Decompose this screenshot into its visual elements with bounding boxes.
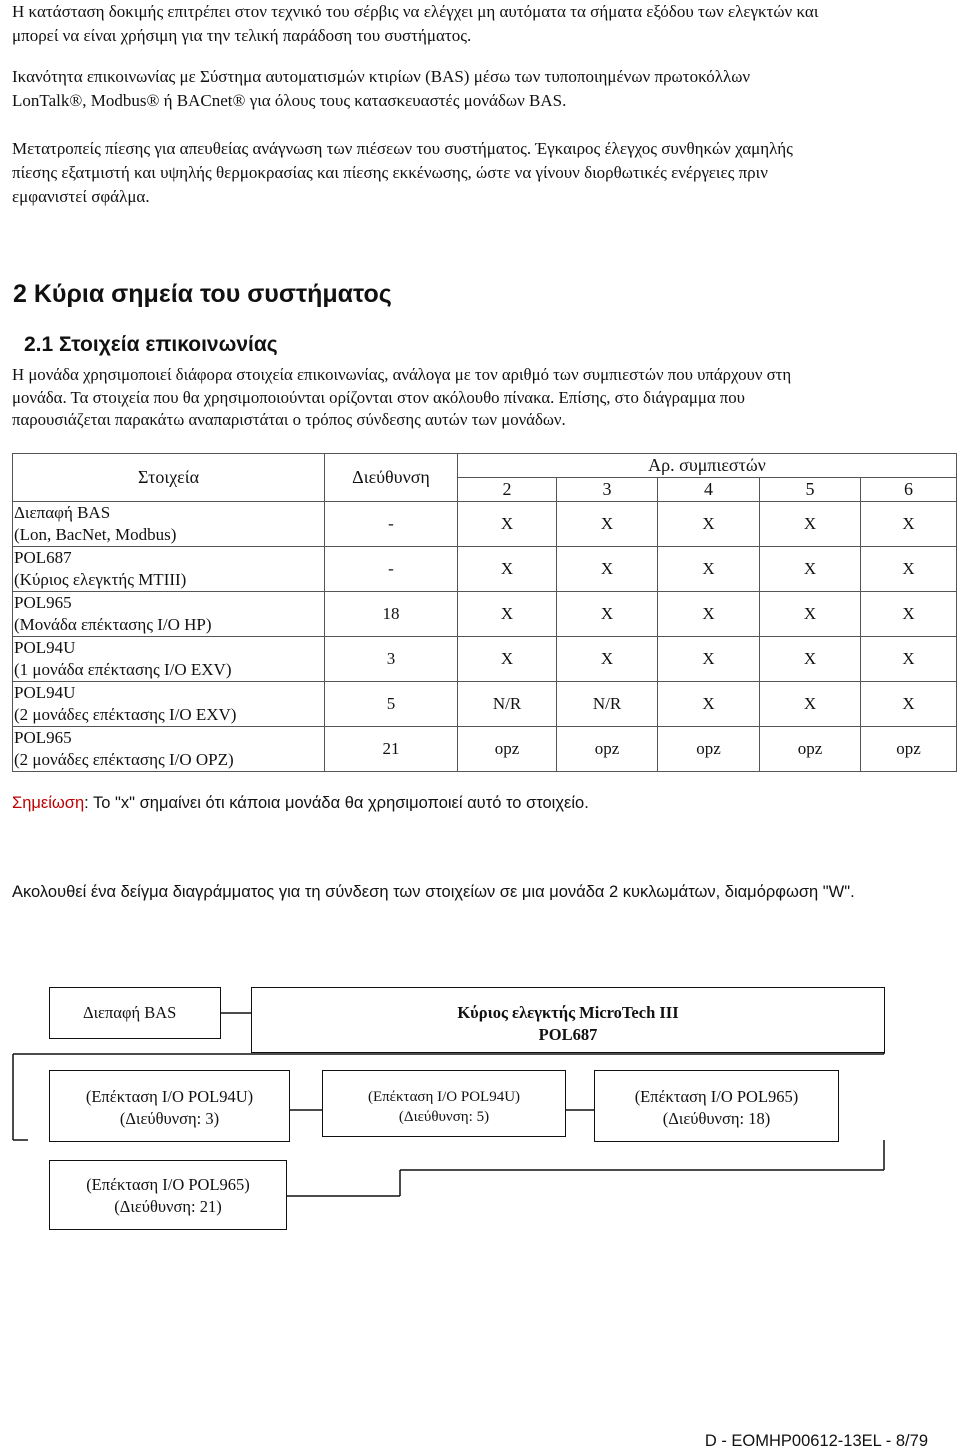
text-line: μπορεί να είναι χρήσιμη για την τελική παράδοση του συστήματος.: [12, 26, 472, 45]
value-cell: X: [760, 637, 861, 682]
element-description: (2 μονάδες επέκτασης I/O OPZ): [14, 750, 234, 769]
value-cell: N/R: [458, 682, 557, 727]
address-cell: -: [325, 502, 458, 547]
header-address: Διεύθυνση: [325, 454, 458, 502]
address-cell: 3: [325, 637, 458, 682]
element-description: (Lon, BacNet, Modbus): [14, 525, 177, 544]
value-cell: X: [658, 592, 760, 637]
value-cell: opz: [458, 727, 557, 772]
value-cell: X: [458, 637, 557, 682]
expansion-pol94u-address-3-box: [49, 1070, 290, 1142]
value-cell: X: [861, 547, 957, 592]
box-label: (Επέκταση I/O POL965): [86, 1175, 250, 1194]
value-cell: X: [557, 592, 658, 637]
element-description: (Κύριος ελεγκτής MTIII): [14, 570, 187, 589]
note-text: : Το "x" σημαίνει ότι κάποια μονάδα θα χρησιμοποιεί αυτό το στοιχείο.: [84, 794, 589, 812]
value-cell: X: [861, 592, 957, 637]
value-cell: X: [760, 592, 861, 637]
text-line: Η μονάδα χρησιμοποιεί διάφορα στοιχεία επικοινωνίας, ανάλογα με τον αριθμό των συμπιεστών που υπάρχουν στη: [12, 365, 792, 384]
value-cell: X: [658, 502, 760, 547]
value-cell: N/R: [557, 682, 658, 727]
main-controller-box: [251, 987, 885, 1053]
text-line: εμφανιστεί σφάλμα.: [12, 187, 150, 206]
header-compressor-count: 6: [861, 478, 957, 502]
box-label: (Επέκταση I/O POL965): [634, 1087, 799, 1106]
text-line: πίεσης εξατμιστή και υψηλής θερμοκρασίας και πίεσης εκκένωσης, ώστε να γίνουν διορθωτικές ενέργειες πριν: [12, 163, 768, 182]
text-line: παρουσιάζεται παρακάτω αναπαριστάται ο τρόπος σύνδεσης αυτών των μονάδων.: [12, 410, 566, 429]
value-cell: X: [760, 682, 861, 727]
element-name: POL965: [14, 728, 72, 747]
element-name: Διεπαφή BAS: [14, 503, 111, 522]
box-label: (Διεύθυνση: 18): [662, 1109, 771, 1128]
value-cell: X: [557, 502, 658, 547]
page-footer: D - EOMHP00612-13EL - 8/79: [704, 1432, 928, 1450]
value-cell: opz: [760, 727, 861, 772]
header-compressors: Αρ. συμπιεστών: [458, 454, 957, 478]
value-cell: X: [458, 547, 557, 592]
bas-interface-box: [49, 987, 221, 1039]
value-cell: X: [760, 547, 861, 592]
value-cell: X: [658, 682, 760, 727]
text-line: μονάδα. Τα στοιχεία που θα χρησιμοποιούνται ορίζονται στον ακόλουθο πίνακα. Επίσης, στο διάγραμμα που: [12, 387, 745, 407]
address-cell: 18: [325, 592, 458, 637]
header-compressor-count: 5: [760, 478, 861, 502]
header-compressor-count: 2: [458, 478, 557, 502]
box-label: (Διεύθυνση: 5): [398, 1109, 490, 1125]
element-description: (Μονάδα επέκτασης I/O HP): [14, 615, 212, 634]
expansion-pol965-address-21-box: [49, 1160, 287, 1230]
address-cell: 21: [325, 727, 458, 772]
box-label: Κύριος ελεγκτής MicroTech III: [457, 1003, 679, 1022]
value-cell: X: [458, 592, 557, 637]
box-label: (Επέκταση I/O POL94U): [367, 1089, 521, 1105]
element-name: POL687: [14, 548, 72, 567]
value-cell: X: [861, 502, 957, 547]
box-label: POL687: [538, 1025, 598, 1044]
header-compressor-count: 3: [557, 478, 658, 502]
text-line: Ακολουθεί ένα δείγμα διαγράμματος για τη σύνδεση των στοιχείων σε μια μονάδα 2 κυκλωμάτων, διαμόρφωση "W".: [12, 883, 855, 901]
text-line: LonTalk®, Modbus® ή BACnet® για όλους τους κατασκευαστές μονάδων BAS.: [12, 91, 567, 110]
address-cell: -: [325, 547, 458, 592]
element-name: POL94U: [14, 683, 76, 702]
value-cell: X: [861, 682, 957, 727]
text-line: Ικανότητα επικοινωνίας με Σύστημα αυτοματισμών κτιρίων (BAS) μέσω των τυποποιημένων πρωτοκόλλων: [12, 67, 751, 86]
value-cell: opz: [658, 727, 760, 772]
subsection-heading: 2.1 Στοιχεία επικοινωνίας: [24, 333, 278, 356]
expansion-pol965-address-18-box: [594, 1070, 839, 1142]
element-description: (2 μονάδες επέκτασης I/O EXV): [14, 705, 237, 724]
text-line: Η κατάσταση δοκιμής επιτρέπει στον τεχνικό του σέρβις να ελέγχει μη αυτόματα τα σήματα εξόδου των ελεγκτών και: [12, 2, 819, 21]
value-cell: X: [760, 502, 861, 547]
value-cell: X: [557, 637, 658, 682]
value-cell: X: [458, 502, 557, 547]
section-heading: 2 Κύρια σημεία του συστήματος: [13, 280, 392, 308]
value-cell: opz: [861, 727, 957, 772]
value-cell: opz: [557, 727, 658, 772]
box-label: (Επέκταση I/O POL94U): [85, 1087, 254, 1106]
value-cell: X: [861, 637, 957, 682]
address-cell: 5: [325, 682, 458, 727]
header-elements: Στοιχεία: [13, 454, 325, 502]
value-cell: X: [557, 547, 658, 592]
box-label: (Διεύθυνση: 21): [114, 1197, 222, 1216]
box-label: (Διεύθυνση: 3): [119, 1109, 220, 1128]
element-name: POL965: [14, 593, 72, 612]
element-description: (1 μονάδα επέκτασης I/O EXV): [14, 660, 232, 679]
value-cell: X: [658, 637, 760, 682]
note-label: Σημείωση: [12, 794, 85, 812]
expansion-pol94u-address-5-box: [322, 1070, 566, 1137]
element-name: POL94U: [14, 638, 76, 657]
box-label: Διεπαφή BAS: [83, 1003, 177, 1022]
text-line: Μετατροπείς πίεσης για απευθείας ανάγνωση των πιέσεων του συστήματος. Έγκαιρος έλεγχος συνθηκών χαμηλής: [12, 139, 793, 158]
value-cell: X: [658, 547, 760, 592]
header-compressor-count: 4: [658, 478, 760, 502]
